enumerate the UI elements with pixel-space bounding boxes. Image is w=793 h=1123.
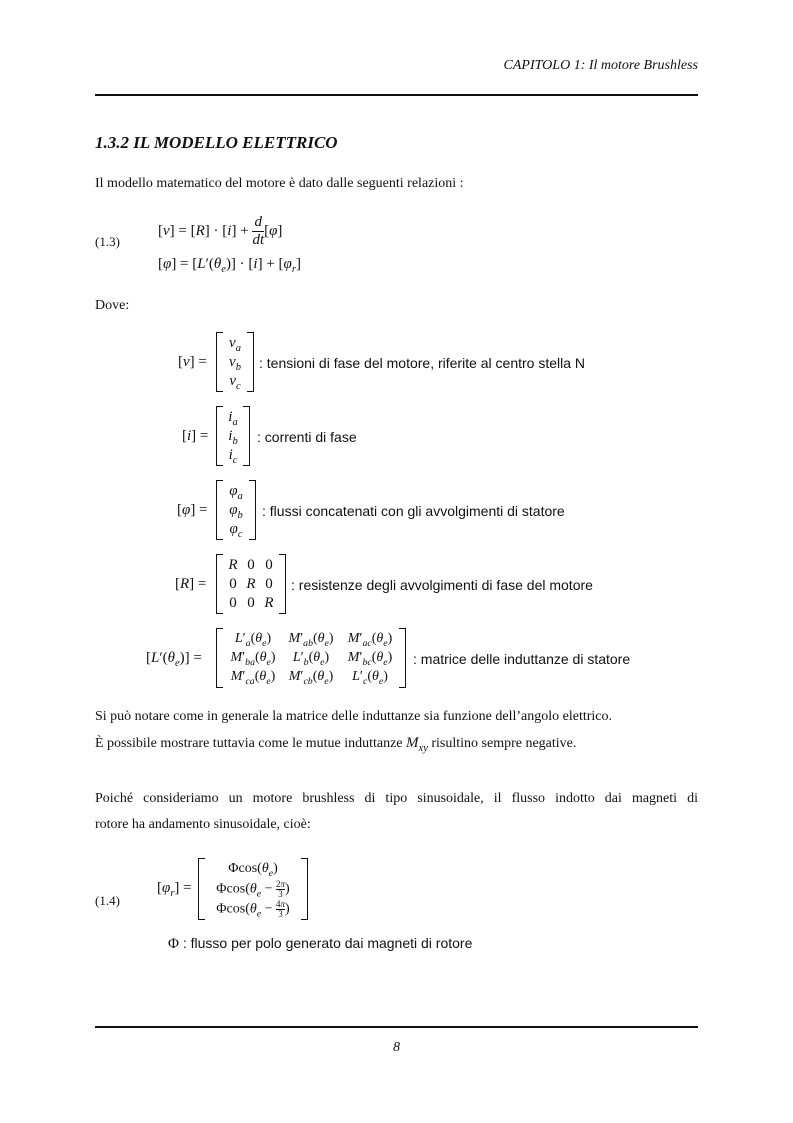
page-number: 8 (393, 1040, 400, 1055)
l-symbol: $[L'(\theta_e)]$ = (146, 650, 202, 669)
i-vector: $i_a$ $i_b$ $i_c$ (216, 406, 250, 466)
r-symbol: [R] = (175, 576, 207, 592)
header-rule (95, 94, 698, 96)
footer-rule (95, 1026, 698, 1028)
phi-r-vector: $\Phi\cos(\theta_e)$ $\Phi\cos(\theta_e$ − $\frac{2\pi}{3}$) $\Phi\cos(\theta_e$ − $\frac{4\pi}{3}$) (198, 858, 308, 920)
paragraph-line-2: rotore ha andamento sinusoidale, cioè: (95, 817, 311, 832)
i-description: : correnti di fase (257, 429, 357, 445)
r-description: : resistenze degli avvolgimenti di fase del motore (291, 577, 593, 593)
i-symbol: [i] = (182, 428, 209, 444)
paragraph-line-1: Poiché consideriamo un motore brushless di tipo sinusoidale, il flusso indotto dai magneti di (95, 791, 698, 806)
note-mutual-inductance: È possibile mostrare tuttavia come le mutue induttanze $M_{xy}$ risultino sempre negative. (95, 735, 577, 754)
phi-magnet-description: : flusso per polo generato dai magneti di rotore (182, 935, 473, 951)
phi-magnet-definition: Φ : flusso per polo generato dai magneti di rotore (168, 935, 473, 952)
l-matrix: $L'_a(\theta_e)$ $M'_{ab}(\theta_e)$ $M'_{ac}(\theta_e)$ $M'_{ba}(\theta_e)$ $L'_b(\theta_e)$ $M'_{bc}(\theta_e)$ $M'_{ca}(\theta_e)$ $M'_{cb}(\theta_e)$ $L'_c(\theta_e)$ (216, 628, 406, 688)
phi-symbol: [φ] = (177, 502, 208, 518)
phi-description: : flussi concatenati con gli avvolgimenti di statore (262, 503, 565, 519)
phi-vector: $\varphi_a$ $\varphi_b$ $\varphi_c$ (216, 480, 256, 540)
equation-number-1-3: (1.3) (95, 234, 120, 249)
v-vector: $v_a$ $v_b$ $v_c$ (216, 332, 254, 392)
note-inductance-matrix: Si può notare come in generale la matrice delle induttanze sia funzione dell’angolo elettrico. (95, 709, 613, 724)
equation-voltage: [v] = [R] · [i] + $\frac{d}{dt}$ [φ] (158, 214, 283, 248)
dove-label: Dove: (95, 298, 130, 313)
intro-text: Il modello matematico del motore è dato dalle seguenti relazioni : (95, 176, 464, 191)
note-mutual-part1: È possibile mostrare tuttavia come le mutue induttanze (95, 736, 403, 751)
note-mutual-part2: risultino sempre negative. (431, 736, 577, 751)
phi-r-symbol: $[\varphi_r]$ = (157, 880, 192, 899)
l-description: : matrice delle induttanze di statore (413, 651, 631, 667)
equation-number-1-4: (1.4) (95, 893, 120, 908)
running-header: CAPITOLO 1: Il motore Brushless (503, 58, 698, 73)
r-matrix: R 0 0 0 R 0 0 0 R (216, 554, 286, 614)
equation-flux: $[\varphi] = [L'(\theta_e)] \cdot [i] + [\varphi_r]$ (158, 256, 301, 275)
v-symbol: [v] = (178, 354, 207, 370)
section-title: 1.3.2 IL MODELLO ELETTRICO (95, 133, 338, 152)
v-description: : tensioni di fase del motore, riferite al centro stella N (259, 355, 586, 371)
